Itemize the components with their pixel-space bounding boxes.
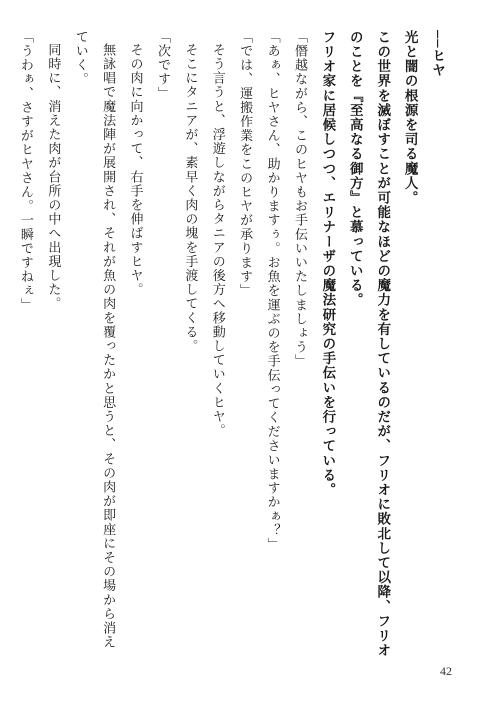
body-text: [17, 30, 450, 658]
text-line: ──ヒヤ: [429, 30, 445, 78]
text-line: 光と闇の根源を司る魔人。: [401, 30, 418, 206]
text-line: そこにタニアが、素早く肉の塊を手渡してくる。: [182, 43, 198, 354]
text-line: 無詠唱で魔法陣が展開され、それが魚の肉を覆ったかと思うと、その肉が即座にその場から消え: [100, 43, 116, 650]
text-line: この世界を滅ぼすことが可能なほどの魔力を有しているのだが、フリオに敗北して以降、フリオ: [374, 30, 391, 658]
text-line: 「僭越ながら、このヒヤもお手伝いいたしましょう」: [291, 30, 307, 369]
text-line: 「では、運搬作業をこのヒヤが承ります」: [237, 30, 253, 298]
text-line: そう言うと、浮遊しながらタニアの後方へ移動していくヒヤ。: [209, 43, 225, 438]
text-line: フリオ家に居候しつつ、エリナーザの魔法研究の手伝いを行っている。: [319, 30, 336, 498]
text-line: のことを『至高なる御方』と慕っている。: [346, 30, 363, 308]
text-line: その肉に向かって、右手を伸ばすヒヤ。: [127, 43, 143, 297]
text-line: 「あぁ、ヒヤさん、助かりますぅ。お魚を運ぶのを手伝ってくださいますかぁ？」: [264, 30, 280, 552]
text-line: 「うわぁ、さすがヒヤさん。一瞬ですねぇ」: [17, 30, 33, 312]
page-number: 42: [440, 664, 452, 678]
text-line: 「次です」: [154, 30, 170, 101]
text-line: ていく。: [72, 30, 88, 87]
text-line: 同時に、消えた肉が台所の中へ出現した。: [45, 43, 61, 311]
